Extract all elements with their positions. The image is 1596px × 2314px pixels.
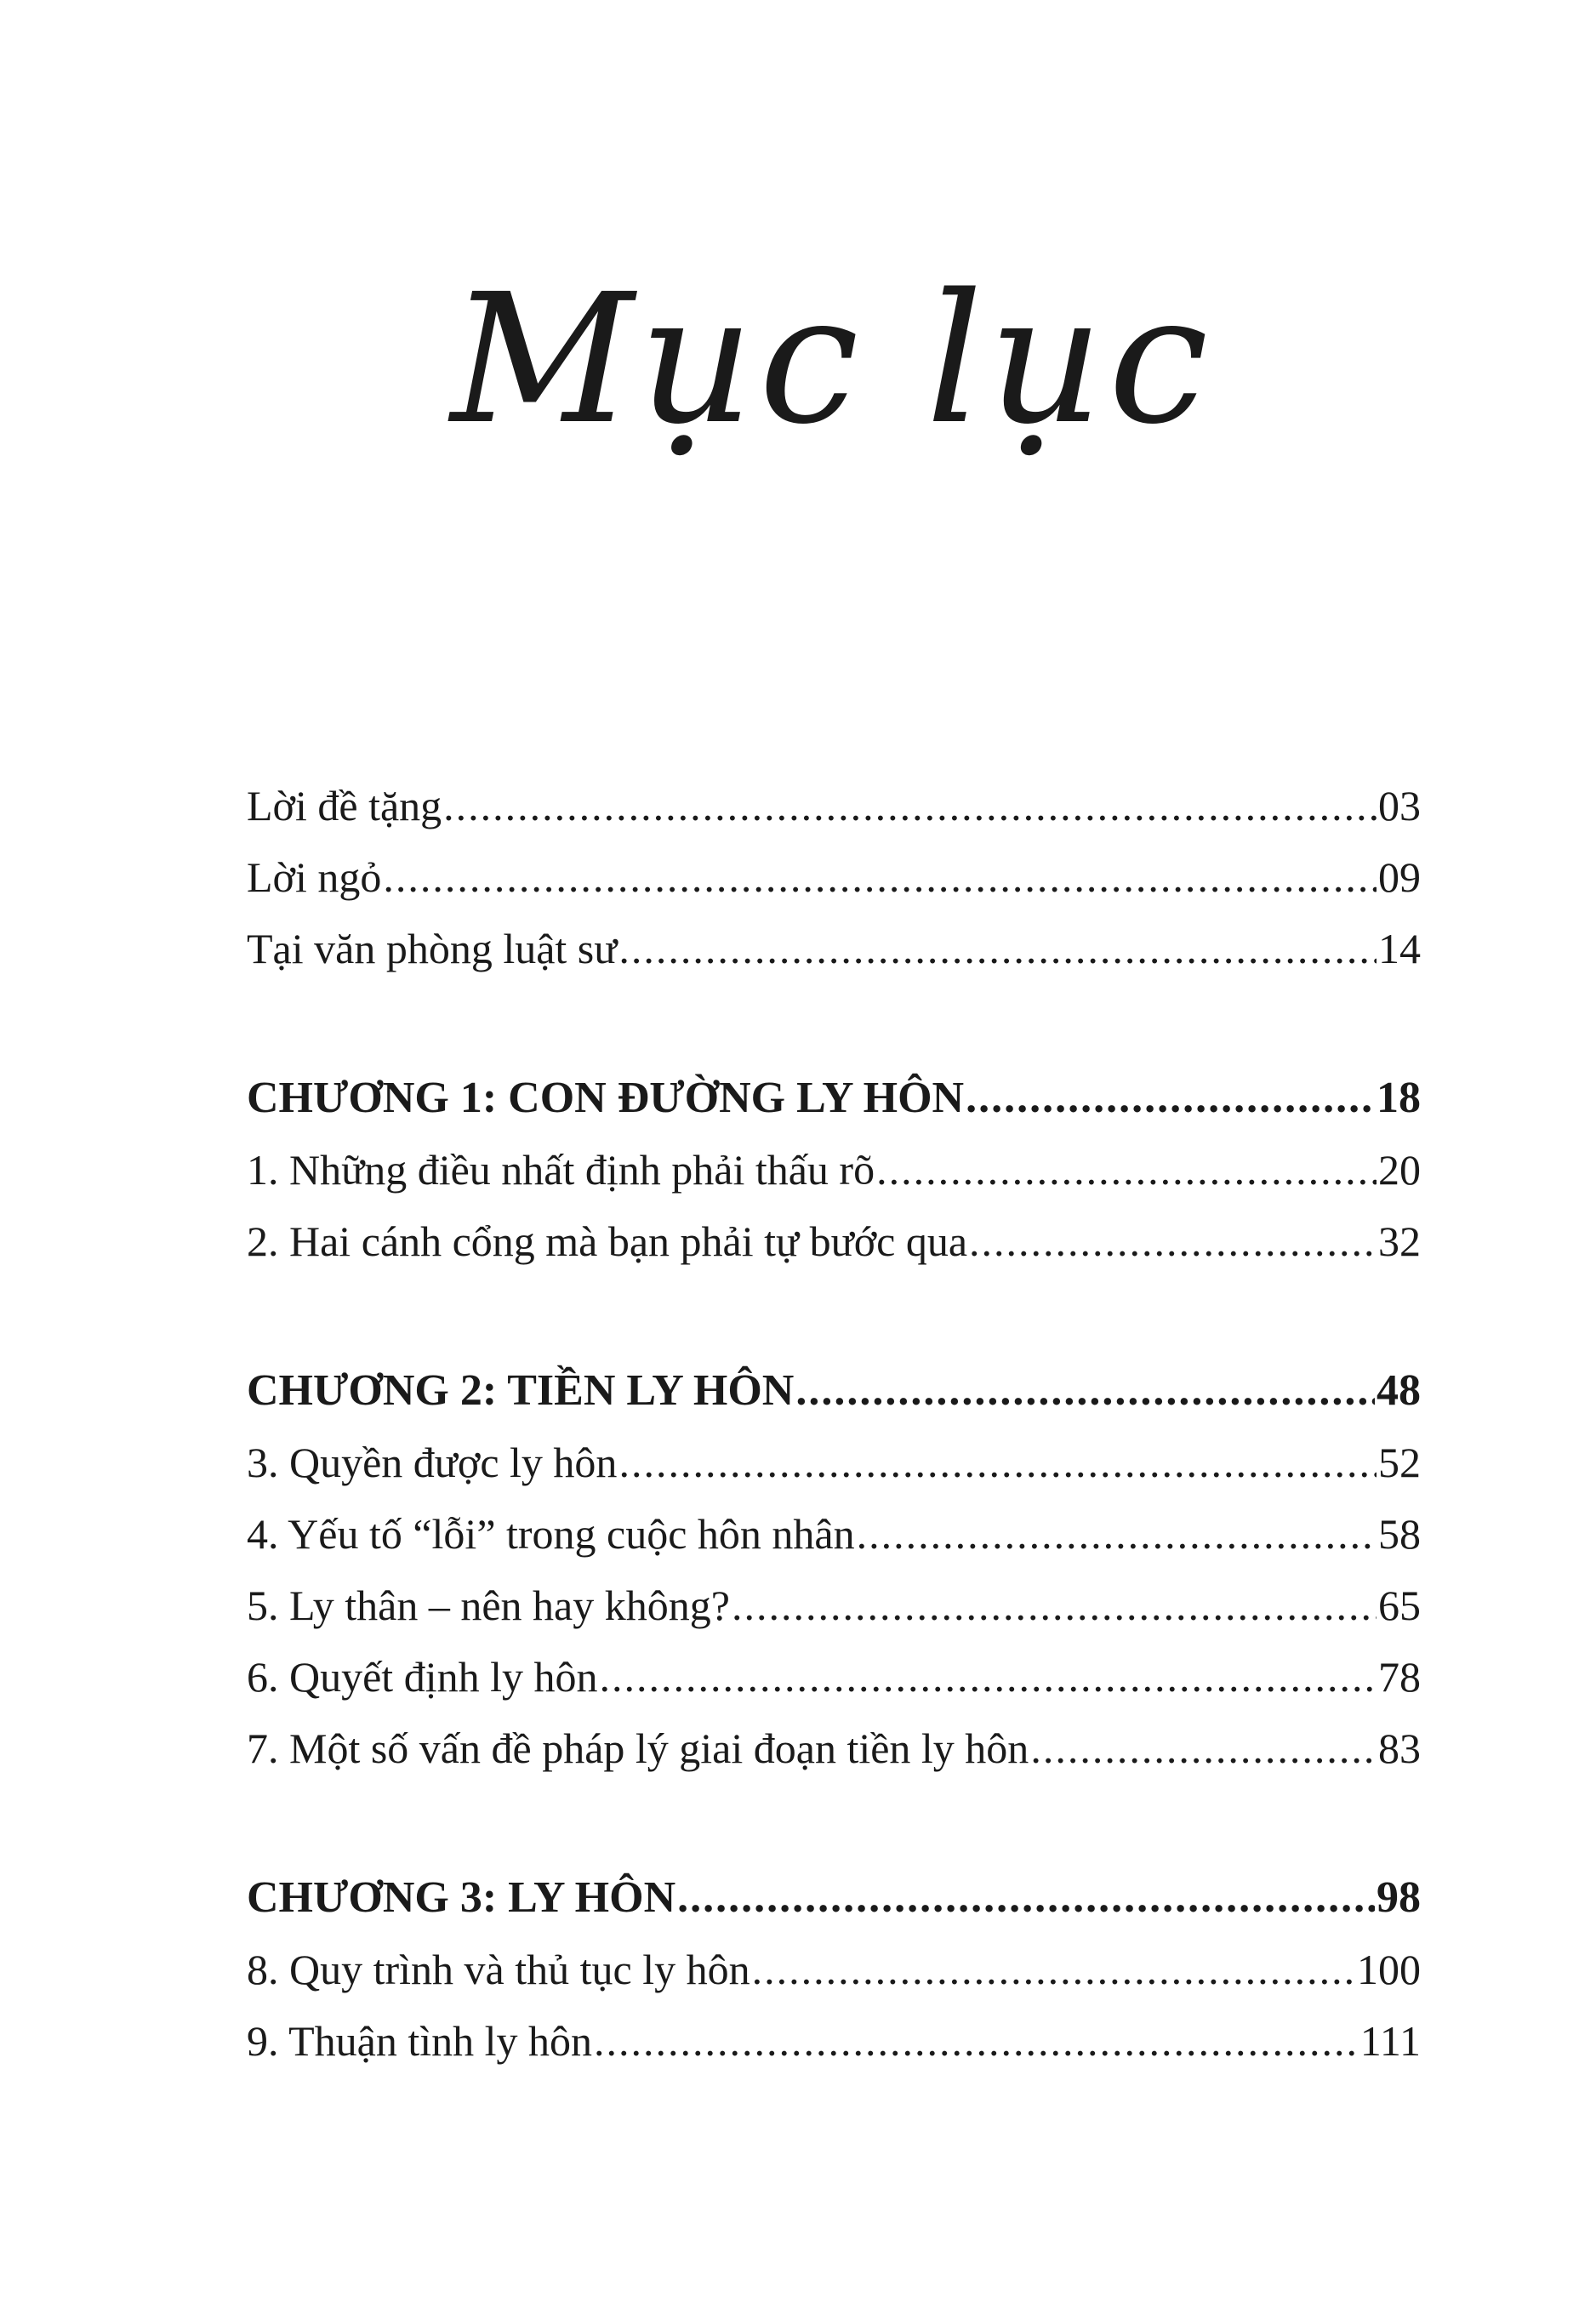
toc-entry-front-2[interactable] [247, 841, 1421, 913]
toc-entry-label: 7. Một số vấn đề pháp lý giai đoạn tiền ly hôn [247, 1724, 1029, 1772]
dot-leader [599, 1641, 1377, 1713]
table-of-contents [247, 770, 1421, 2077]
toc-entry-9[interactable] [247, 2005, 1421, 2077]
dot-leader [752, 1934, 1355, 2005]
toc-entry-5[interactable] [247, 1570, 1421, 1641]
toc-entry-page: 03 [1378, 782, 1421, 829]
dot-leader [677, 1862, 1375, 1934]
toc-entry-page: 09 [1378, 853, 1421, 901]
toc-entry-page: 58 [1378, 1510, 1421, 1558]
toc-entry-page: 20 [1378, 1146, 1421, 1194]
toc-entry-4[interactable] [247, 1498, 1421, 1570]
toc-entry-label: 9. Thuận tình ly hôn [247, 2017, 593, 2065]
toc-chapter-2[interactable] [247, 1355, 1421, 1427]
toc-entry-label: 3. Quyền được ly hôn [247, 1439, 618, 1486]
toc-entry-page: 65 [1378, 1582, 1421, 1629]
toc-entry-front-1[interactable] [247, 770, 1421, 841]
toc-entry-label: 6. Quyết định ly hôn [247, 1653, 598, 1701]
chapter-label: CHƯƠNG 1: CON ĐƯỜNG LY HÔN [247, 1074, 965, 1122]
toc-entry-label: 1. Những điều nhất định phải thấu rõ [247, 1146, 875, 1194]
toc-entry-label: 5. Ly thân – nên hay không? [247, 1582, 730, 1629]
chapter-label: CHƯƠNG 2: TIỀN LY HÔN [247, 1366, 795, 1415]
toc-chapter-3[interactable] [247, 1862, 1421, 1934]
toc-chapter-1[interactable] [247, 1063, 1421, 1134]
toc-entry-label: 8. Quy trình và thủ tục ly hôn [247, 1946, 750, 1993]
dot-leader [969, 1205, 1377, 1277]
toc-entry-1[interactable] [247, 1134, 1421, 1205]
section-gap [247, 1784, 1421, 1862]
toc-entry-6[interactable] [247, 1641, 1421, 1713]
chapter-page: 18 [1377, 1074, 1421, 1122]
dot-leader [1030, 1713, 1377, 1784]
toc-entry-3[interactable] [247, 1427, 1421, 1498]
toc-entry-7[interactable] [247, 1713, 1421, 1784]
toc-entry-page: 100 [1357, 1946, 1421, 1993]
toc-entry-label: 2. Hai cánh cổng mà bạn phải tự bước qua [247, 1217, 968, 1265]
dot-leader [618, 913, 1377, 984]
chapter-page: 98 [1377, 1873, 1421, 1922]
chapter-page: 48 [1377, 1366, 1421, 1415]
toc-entry-page: 14 [1378, 925, 1421, 972]
section-gap [247, 1277, 1421, 1355]
toc-entry-2[interactable] [247, 1205, 1421, 1277]
page-title: Mục lục [450, 255, 1214, 464]
dot-leader [594, 2005, 1359, 2077]
toc-entry-label: Tại văn phòng luật sư [247, 925, 618, 972]
dot-leader [795, 1355, 1375, 1427]
chapter-label: CHƯƠNG 3: LY HÔN [247, 1873, 676, 1922]
dot-leader [443, 770, 1377, 841]
dot-leader [618, 1427, 1377, 1498]
toc-entry-page: 52 [1378, 1439, 1421, 1486]
toc-entry-label: Lời ngỏ [247, 853, 382, 901]
toc-entry-label: 4. Yếu tố “lỗi” trong cuộc hôn nhân [247, 1510, 855, 1558]
toc-entry-label: Lời đề tặng [247, 782, 442, 829]
toc-entry-8[interactable] [247, 1934, 1421, 2005]
toc-entry-page: 111 [1359, 2017, 1421, 2065]
dot-leader [732, 1570, 1377, 1641]
toc-entry-page: 83 [1378, 1724, 1421, 1772]
dot-leader [966, 1063, 1375, 1134]
toc-entry-page: 78 [1378, 1653, 1421, 1701]
section-gap [247, 984, 1421, 1063]
dot-leader [383, 841, 1377, 913]
toc-entry-front-3[interactable] [247, 913, 1421, 984]
dot-leader [857, 1498, 1377, 1570]
toc-entry-page: 32 [1378, 1217, 1421, 1265]
dot-leader [876, 1134, 1377, 1205]
